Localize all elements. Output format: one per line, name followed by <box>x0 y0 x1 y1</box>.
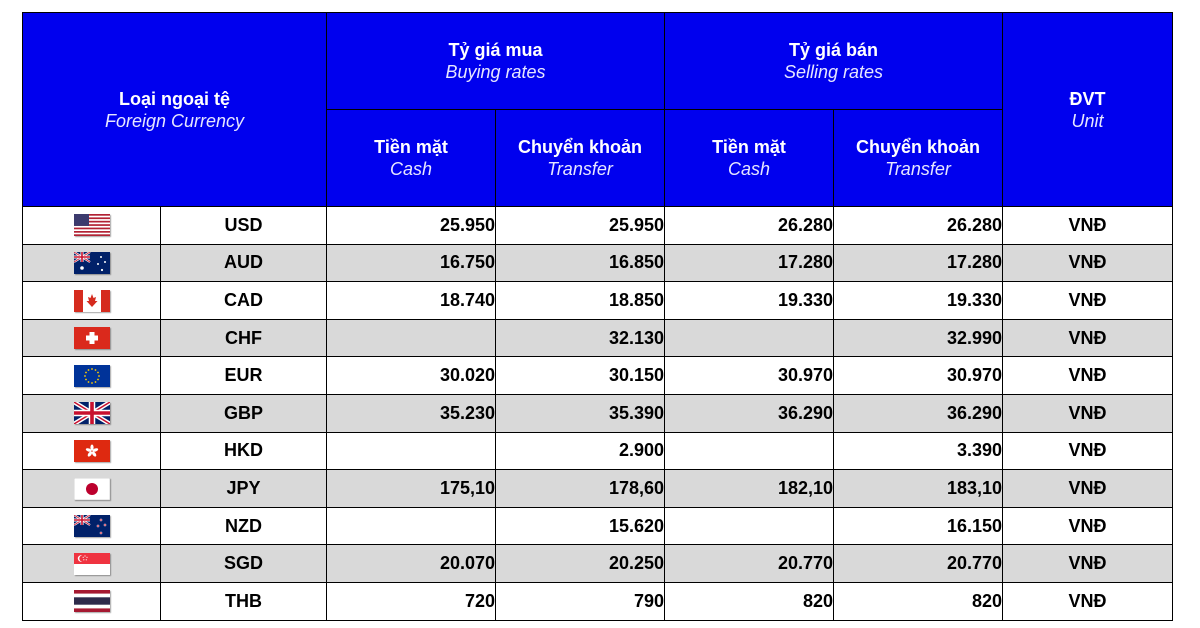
buy-transfer-header <box>496 110 665 207</box>
currency-header-vn: Loại ngoại tệ <box>118 88 230 109</box>
table-row <box>23 507 1173 545</box>
table-body <box>23 207 1173 621</box>
buy-transfer-value: 35.390 <box>496 394 665 432</box>
sell-transfer-value: 26.280 <box>834 207 1003 245</box>
nz-flag-icon <box>74 515 110 537</box>
sell-cash-value: 20.770 <box>665 545 834 583</box>
sell-transfer-value: 183,10 <box>834 470 1003 508</box>
th-flag-icon <box>74 590 110 612</box>
au-flag-icon <box>74 252 110 274</box>
buy-cash-value <box>327 432 496 470</box>
ca-flag-icon <box>74 290 110 312</box>
sell-transfer-value: 36.290 <box>834 394 1003 432</box>
buy-transfer-value: 2.900 <box>496 432 665 470</box>
sell-transfer-value: 820 <box>834 582 1003 620</box>
buy-cash-value: 30.020 <box>327 357 496 395</box>
buy-cash-value: 35.230 <box>327 394 496 432</box>
buy-transfer-value: 30.150 <box>496 357 665 395</box>
eu-flag-icon <box>74 365 110 387</box>
selling-header <box>665 13 1003 110</box>
unit-value: VNĐ <box>1003 470 1173 508</box>
sell-cash-value: 26.280 <box>665 207 834 245</box>
buy-transfer-header-vn: Chuyển khoản <box>517 137 642 157</box>
jp-flag-icon <box>74 478 110 500</box>
table-header <box>23 13 1173 207</box>
buying-header-en: Buying rates <box>445 62 546 82</box>
unit-header-en: Unit <box>1071 110 1104 131</box>
buy-cash-value: 16.750 <box>327 244 496 282</box>
buy-transfer-value: 25.950 <box>496 207 665 245</box>
table-row <box>23 394 1173 432</box>
gb-flag-icon <box>74 402 110 424</box>
unit-value: VNĐ <box>1003 357 1173 395</box>
sell-cash-value: 19.330 <box>665 282 834 320</box>
sell-transfer-value: 19.330 <box>834 282 1003 320</box>
sell-transfer-value: 20.770 <box>834 545 1003 583</box>
currency-code: NZD <box>161 507 327 545</box>
sell-cash-value <box>665 432 834 470</box>
unit-value: VNĐ <box>1003 507 1173 545</box>
sell-transfer-value: 32.990 <box>834 319 1003 357</box>
buy-cash-value <box>327 507 496 545</box>
sell-cash-header-en: Cash <box>727 159 771 179</box>
table-row <box>23 545 1173 583</box>
buy-transfer-value: 16.850 <box>496 244 665 282</box>
buy-cash-value: 20.070 <box>327 545 496 583</box>
sell-cash-value <box>665 319 834 357</box>
unit-value: VNĐ <box>1003 582 1173 620</box>
unit-header <box>1003 13 1173 207</box>
currency-code: HKD <box>161 432 327 470</box>
sell-transfer-header-en: Transfer <box>885 159 951 179</box>
buying-header-vn: Tỷ giá mua <box>448 40 543 60</box>
unit-value: VNĐ <box>1003 432 1173 470</box>
buy-cash-header <box>327 110 496 207</box>
sell-cash-value: 820 <box>665 582 834 620</box>
sell-cash-value: 182,10 <box>665 470 834 508</box>
selling-header-vn: Tỷ giá bán <box>788 40 878 60</box>
sell-cash-header <box>665 110 834 207</box>
us-flag-icon <box>74 214 110 236</box>
table-row <box>23 582 1173 620</box>
sell-transfer-value: 3.390 <box>834 432 1003 470</box>
buy-transfer-value: 790 <box>496 582 665 620</box>
unit-value: VNĐ <box>1003 244 1173 282</box>
buy-cash-value: 18.740 <box>327 282 496 320</box>
table-row <box>23 244 1173 282</box>
buy-transfer-value: 178,60 <box>496 470 665 508</box>
buy-transfer-header-en: Transfer <box>547 159 613 179</box>
currency-code: SGD <box>161 545 327 583</box>
currency-code: CHF <box>161 319 327 357</box>
buy-cash-header-en: Cash <box>389 159 433 179</box>
unit-header-vn: ĐVT <box>1069 88 1106 109</box>
selling-header-en: Selling rates <box>783 62 884 82</box>
currency-code: AUD <box>161 244 327 282</box>
table-row <box>23 319 1173 357</box>
buy-transfer-value: 15.620 <box>496 507 665 545</box>
sell-cash-value <box>665 507 834 545</box>
buy-cash-value: 175,10 <box>327 470 496 508</box>
currency-code: EUR <box>161 357 327 395</box>
currency-code: CAD <box>161 282 327 320</box>
sell-transfer-value: 30.970 <box>834 357 1003 395</box>
exchange-rate-table <box>22 12 1173 621</box>
currency-code: THB <box>161 582 327 620</box>
sell-transfer-value: 16.150 <box>834 507 1003 545</box>
sg-flag-icon <box>74 553 110 575</box>
buy-transfer-value: 20.250 <box>496 545 665 583</box>
buy-transfer-value: 18.850 <box>496 282 665 320</box>
table-row <box>23 282 1173 320</box>
sell-transfer-header <box>834 110 1003 207</box>
currency-header-en: Foreign Currency <box>104 110 245 131</box>
buy-cash-value: 25.950 <box>327 207 496 245</box>
table-row <box>23 207 1173 245</box>
ch-flag-icon <box>74 327 110 349</box>
unit-value: VNĐ <box>1003 207 1173 245</box>
buy-cash-value <box>327 319 496 357</box>
sell-cash-value: 36.290 <box>665 394 834 432</box>
currency-header <box>23 13 327 207</box>
buying-header <box>327 13 665 110</box>
unit-value: VNĐ <box>1003 282 1173 320</box>
sell-cash-value: 17.280 <box>665 244 834 282</box>
buy-cash-value: 720 <box>327 582 496 620</box>
hk-flag-icon <box>74 440 110 462</box>
currency-code: GBP <box>161 394 327 432</box>
unit-value: VNĐ <box>1003 545 1173 583</box>
sell-transfer-value: 17.280 <box>834 244 1003 282</box>
sell-cash-value: 30.970 <box>665 357 834 395</box>
currency-code: JPY <box>161 470 327 508</box>
buy-cash-header-vn: Tiền mặt <box>374 137 448 157</box>
sell-transfer-header-vn: Chuyển khoản <box>855 137 980 157</box>
table-row <box>23 470 1173 508</box>
unit-value: VNĐ <box>1003 394 1173 432</box>
sell-cash-header-vn: Tiền mặt <box>712 137 786 157</box>
currency-code: USD <box>161 207 327 245</box>
table-row <box>23 357 1173 395</box>
unit-value: VNĐ <box>1003 319 1173 357</box>
table-row <box>23 432 1173 470</box>
buy-transfer-value: 32.130 <box>496 319 665 357</box>
